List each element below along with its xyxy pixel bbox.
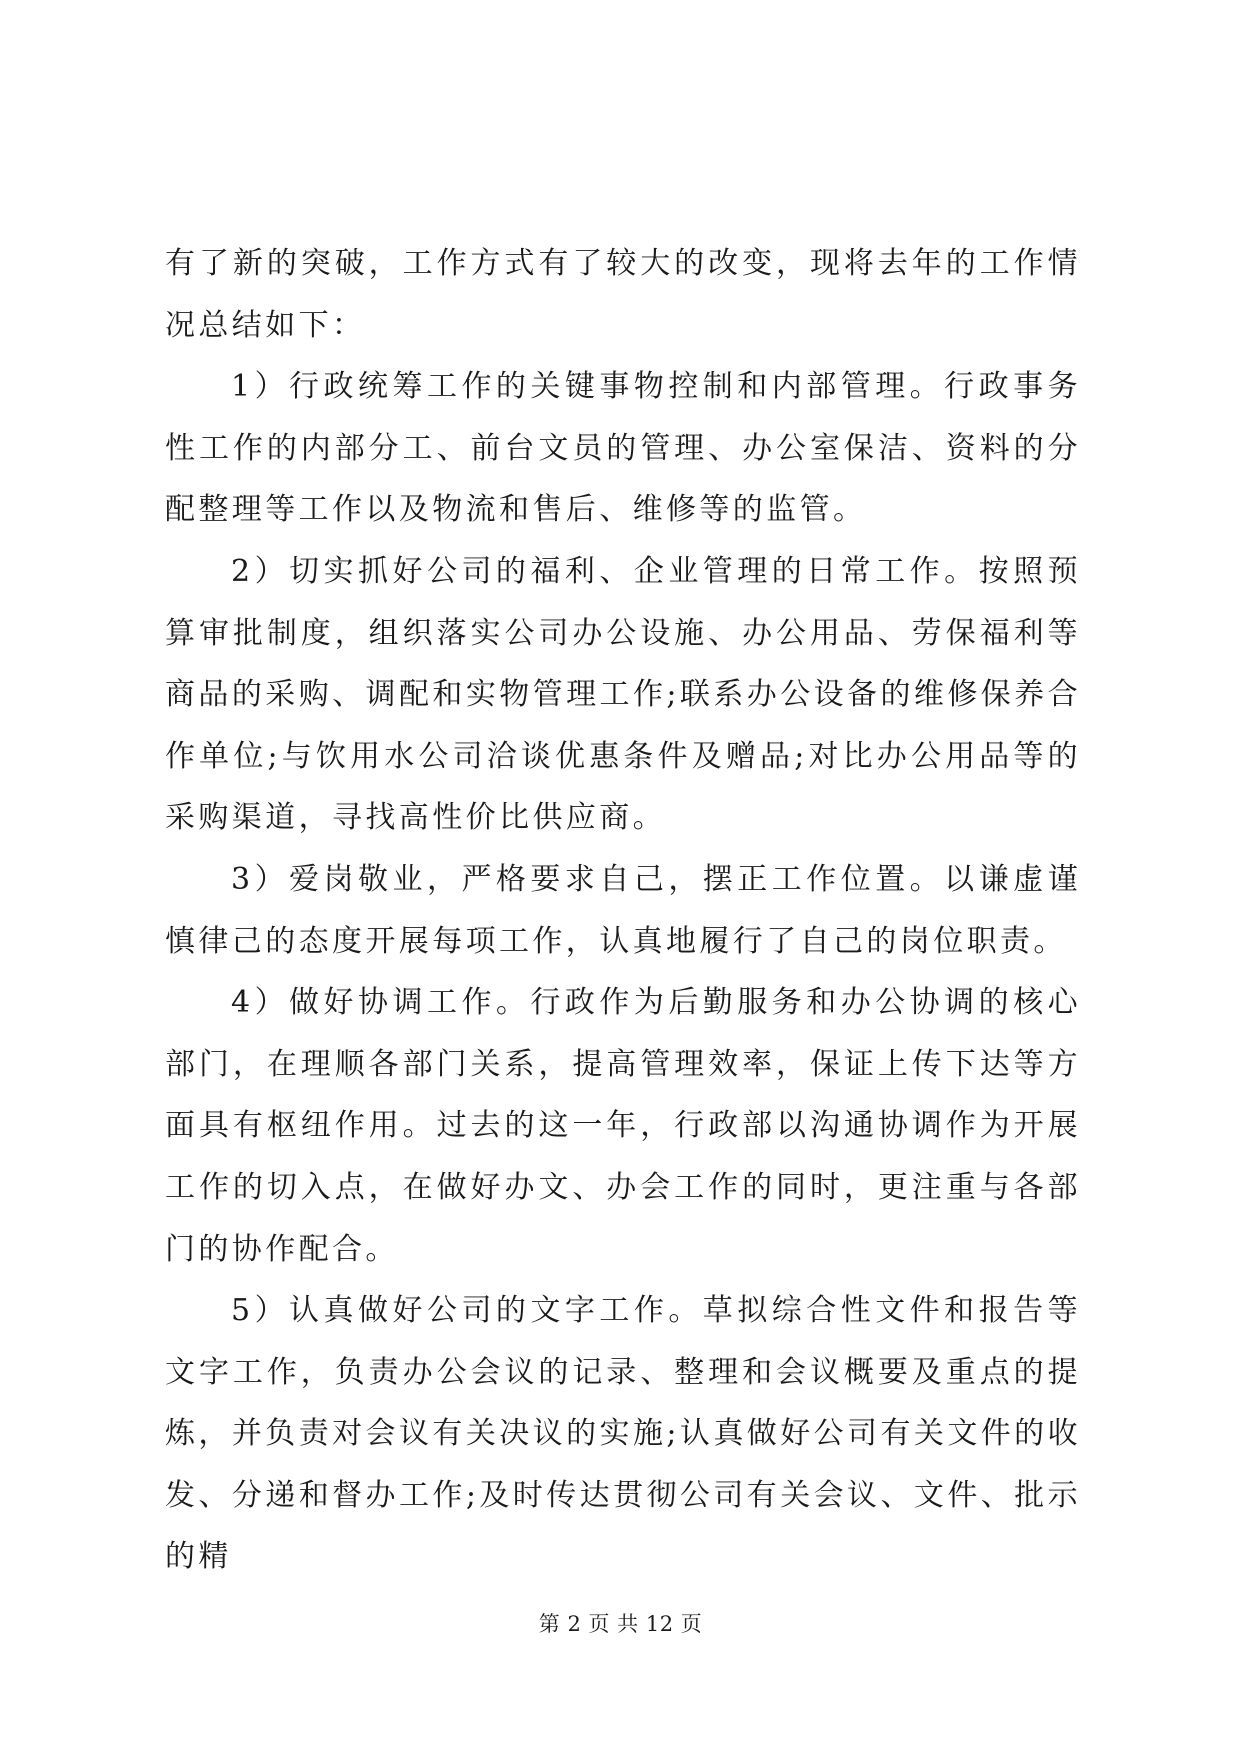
paragraph-item-2: 2）切实抓好公司的福利、企业管理的日常工作。按照预算审批制度，组织落实公司办公设施、办公用品、劳保福利等商品的采购、调配和实物管理工作;联系办公设备的维修保养合作单位;与饮用水公司洽谈优惠条件及赠品;对比办公用品等的采购渠道，寻找高性价比供应商。 xyxy=(165,553,1081,836)
paragraph-continuation: 有了新的突破，工作方式有了较大的改变，现将去年的工作情况总结如下： xyxy=(165,246,1081,343)
document-body xyxy=(165,233,1081,1588)
page-number-footer: 第 2 页 共 12 页 xyxy=(538,1612,703,1636)
paragraph-item-5: 5）认真做好公司的文字工作。草拟综合性文件和报告等文字工作，负责办公会议的记录、整理和会议概要及重点的提炼，并负责对会议有关决议的实施;认真做好公司有关文件的收发、分递和督办工作;及时传达贯彻公司有关会议、文件、批示的精 xyxy=(165,1293,1081,1575)
paragraph-item-4: 4）做好协调工作。行政作为后勤服务和办公协调的核心部门，在理顺各部门关系，提高管理效率，保证上传下达等方面具有枢纽作用。过去的这一年，行政部以沟通协调作为开展工作的切入点，在做好办文、办会工作的同时，更注重与各部门的协作配合。 xyxy=(165,985,1081,1267)
paragraph-item-3: 3）爱岗敬业，严格要求自己，摆正工作位置。以谦虚谨慎律己的态度开展每项工作，认真地履行了自己的岗位职责。 xyxy=(165,861,1081,959)
paragraph-item-1: 1）行政统筹工作的关键事物控制和内部管理。行政事务性工作的内部分工、前台文员的管理、办公室保洁、资料的分配整理等工作以及物流和售后、维修等的监管。 xyxy=(165,369,1081,528)
